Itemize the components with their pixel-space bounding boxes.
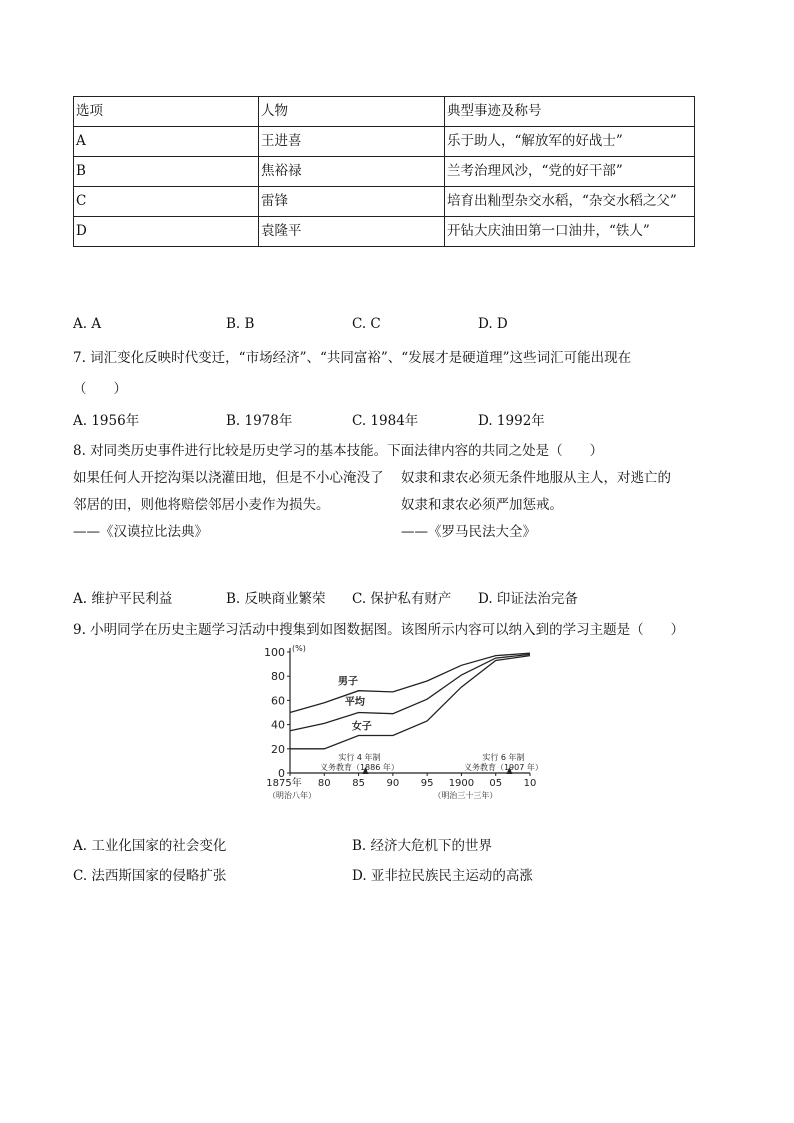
q6-option-a[interactable]: A. A <box>73 316 102 332</box>
q7-option-c[interactable]: C. 1984年 <box>352 413 419 429</box>
x-tick-label: 10 <box>523 778 537 789</box>
annotation-line2: 义务教育（1907 年） <box>463 763 543 772</box>
y-unit-label: (%) <box>292 644 306 653</box>
table-row <box>74 217 695 247</box>
q9-option-a[interactable]: A. 工业化国家的社会变化 <box>73 838 227 854</box>
x-tick-label: 85 <box>352 778 365 789</box>
q8-option-c[interactable]: C. 保护私有财产 <box>352 591 452 607</box>
table-cell: 兰考治理风沙，“党的好干部” <box>445 157 695 187</box>
q7-option-d[interactable]: D. 1992年 <box>478 413 545 429</box>
q7-option-b[interactable]: B. 1978年 <box>226 413 293 429</box>
q8-quote-left-line: 邻居的田，则他将赔偿邻居小麦作为损失。 <box>73 497 330 513</box>
table-cell: B <box>74 157 259 187</box>
table-header-cell: 人物 <box>259 97 445 127</box>
series-label-average: 平均 <box>344 697 365 709</box>
q8-option-d[interactable]: D. 印证法治完备 <box>478 591 578 607</box>
table-cell: C <box>74 187 259 217</box>
q8-quote-left-line: 如果任何人开挖沟渠以浇灌田地，但是不小心淹没了 <box>73 470 384 486</box>
q8-stem: 8. 对同类历史事件进行比较是历史学习的基本技能。下面法律内容的共同之处是（ ） <box>73 443 604 459</box>
q6-option-b[interactable]: B. B <box>226 316 255 332</box>
q7-stem-blank: （ ） <box>73 381 127 397</box>
q8-option-a[interactable]: A. 维护平民利益 <box>73 591 173 607</box>
table-cell: 袁隆平 <box>259 217 445 247</box>
table-header-cell: 选项 <box>74 97 259 127</box>
q8-quote-right-line: 奴隶和隶农必须严加惩戒。 <box>401 497 563 513</box>
table-header-cell: 典型事迹及称号 <box>445 97 695 127</box>
table-cell: 焦裕禄 <box>259 157 445 187</box>
q7-stem: 7. 词汇变化反映时代变迁，“市场经济”、“共同富裕”、“发展才是硬道理”这些词汇可能出现在 <box>73 350 632 366</box>
q9-option-d[interactable]: D. 亚非拉民族民主运动的高涨 <box>352 868 533 884</box>
q8-quote-right-source: ——《罗马民法大全》 <box>401 524 536 540</box>
x-sub-label: （明治八年） <box>268 791 316 800</box>
table-cell: 乐于助人，“解放军的好战士” <box>445 127 695 157</box>
table-row <box>74 187 695 217</box>
x-tick-label: 1900 <box>448 778 475 789</box>
chart-labels-group <box>320 675 543 774</box>
x-tick-label: 80 <box>317 778 331 789</box>
q9-stem: 9. 小明同学在历史主题学习活动中搜集到如图数据图。该图所示内容可以纳入到的学习主题是（ ） <box>73 622 685 638</box>
q6-table <box>73 96 695 247</box>
y-tick-label: 80 <box>271 670 285 684</box>
table-cell: 开钻大庆油田第一口油井，“铁人” <box>445 217 695 247</box>
q7-option-a[interactable]: A. 1956年 <box>73 413 140 429</box>
series-label-female: 女子 <box>351 721 372 733</box>
q9-line-chart <box>255 642 545 802</box>
y-tick-label: 40 <box>271 718 285 732</box>
x-tick-label: 05 <box>489 778 503 789</box>
q8-quote-left <box>73 465 384 546</box>
chart-series-group <box>290 653 530 749</box>
chart-axes <box>264 644 536 800</box>
q8-quote-left-source: ——《汉谟拉比法典》 <box>73 524 208 540</box>
x-tick-label: 1875年 <box>266 778 302 789</box>
q8-option-b[interactable]: B. 反映商业繁荣 <box>226 591 326 607</box>
table-cell: 培育出籼型杂交水稻，“杂交水稻之父” <box>445 187 695 217</box>
table-cell: D <box>74 217 259 247</box>
table-cell: A <box>74 127 259 157</box>
x-tick-label: 95 <box>420 778 434 789</box>
series-label-male: 男子 <box>338 676 358 688</box>
x-tick-label: 90 <box>386 778 400 789</box>
y-tick-label: 100 <box>264 646 285 659</box>
q9-option-b[interactable]: B. 经济大危机下的世界 <box>352 838 493 854</box>
table-header-row <box>74 97 695 127</box>
x-sub-label: （明治三十三年） <box>433 791 498 800</box>
table-row <box>74 127 695 157</box>
annotation-line1: 实行 4 年制 <box>338 753 381 762</box>
table-cell: 雷锋 <box>259 187 445 217</box>
q9-option-c[interactable]: C. 法西斯国家的侵略扩张 <box>73 868 227 884</box>
table-row <box>74 157 695 187</box>
q6-option-c[interactable]: C. C <box>352 316 381 332</box>
series-line-1 <box>290 654 530 733</box>
annotation-line1: 实行 6 年制 <box>482 753 525 762</box>
q6-option-d[interactable]: D. D <box>478 316 508 332</box>
y-tick-label: 20 <box>271 742 285 756</box>
y-tick-label: 60 <box>271 694 285 708</box>
table-cell: 王进喜 <box>259 127 445 157</box>
annotation-line2: 义务教育（1886 年） <box>319 763 399 772</box>
q8-quote-right-line: 奴隶和隶农必须无条件地服从主人，对逃亡的 <box>401 470 671 486</box>
y-tick-label: 0 <box>278 767 285 780</box>
q8-quote-right <box>401 465 671 546</box>
